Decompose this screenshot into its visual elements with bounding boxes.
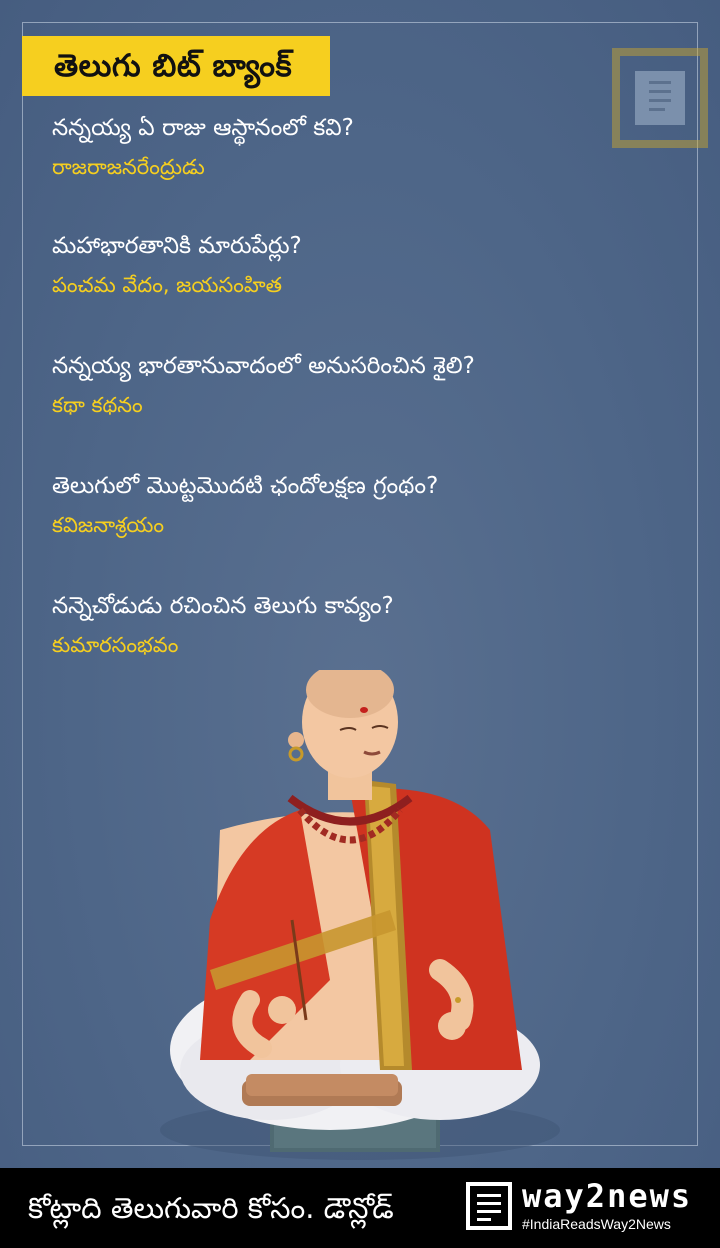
brand-name[interactable]: way2news — [522, 1177, 693, 1215]
qa-item-5 — [52, 590, 652, 660]
answer-text: పంచమ వేదం, జయసంహిత — [52, 273, 282, 297]
answer-text: రాజరాజనరేంద్రుడు — [52, 155, 205, 179]
poet-illustration — [150, 670, 570, 1160]
question-text: నన్నయ్య భారతానువాదంలో అనుసరించిన శైలి? — [52, 353, 475, 379]
answer-text: కవిజనాశ్రయం — [52, 513, 165, 537]
qa-item-4 — [52, 470, 652, 540]
answer-text: కుమారసంభవం — [52, 633, 179, 657]
question-text: నన్నెచోడుడు రచించిన తెలుగు కావ్యం? — [52, 593, 394, 619]
question-text: తెలుగులో మొట్టమొదటి ఛందోలక్షణ గ్రంథం? — [52, 473, 439, 499]
question-text: నన్నయ్య ఏ రాజు ఆస్థానంలో కవి? — [52, 115, 354, 141]
qa-item-1 — [52, 112, 652, 182]
qa-item-3 — [52, 350, 652, 420]
way2news-logo-icon[interactable] — [466, 1182, 512, 1230]
banner-title: తెలుగు బిట్ బ్యాంక్ — [22, 36, 330, 96]
answer-text: కథా కథనం — [52, 393, 143, 417]
brand-hashtag: #IndiaReadsWay2News — [522, 1216, 671, 1232]
qa-item-2 — [52, 230, 652, 300]
footer-tagline[interactable]: కోట్లాది తెలుగువారి కోసం. డౌన్లోడ్ — [28, 1191, 394, 1225]
question-text: మహాభారతానికి మారుపేర్లు? — [52, 233, 302, 259]
footer-bar[interactable] — [0, 1168, 720, 1248]
